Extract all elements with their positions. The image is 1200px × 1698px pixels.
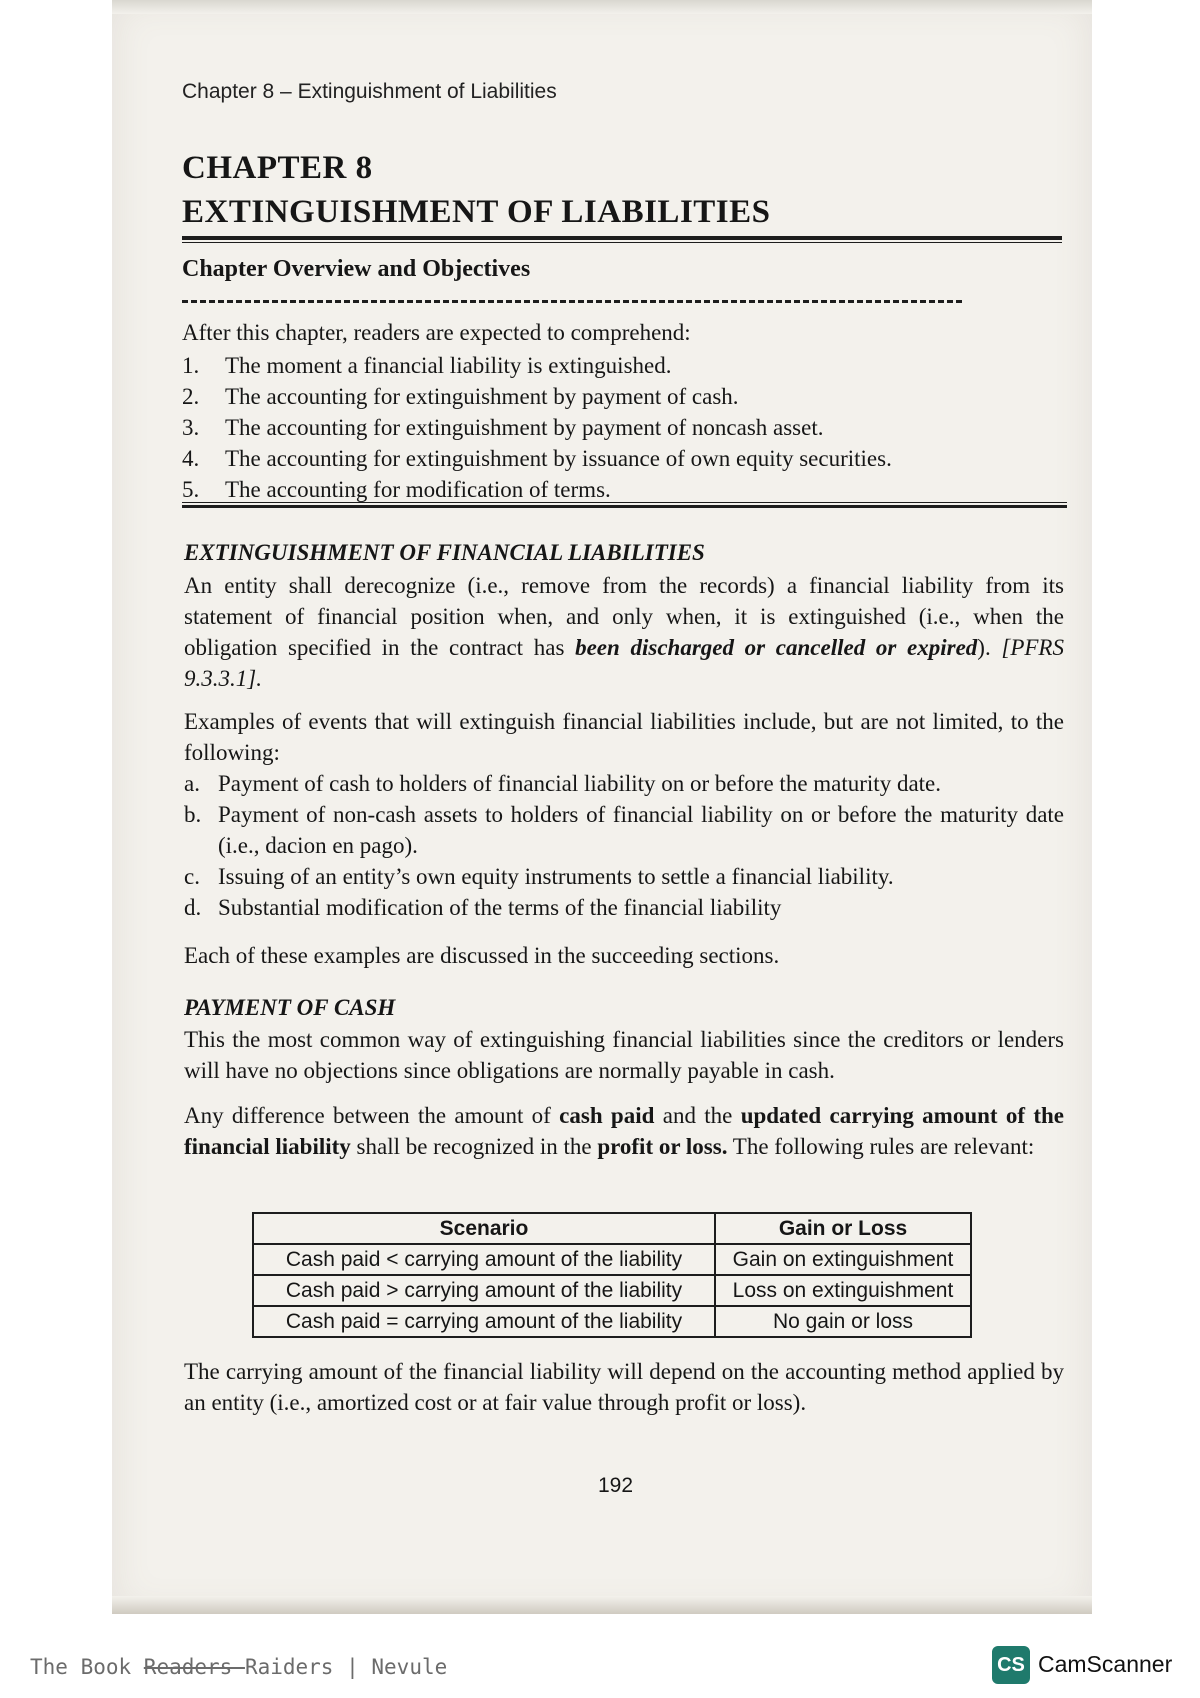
scan-edge-bottom <box>112 1596 1092 1614</box>
objective-text: The accounting for extinguishment by issuance of own equity securities. <box>225 446 892 471</box>
example-text: Payment of cash to holders of financial liability on or before the maturity date. <box>218 771 942 796</box>
emphasis-text: been discharged or cancelled or expired <box>575 635 978 660</box>
running-head: Chapter 8 – Extinguishment of Liabilities <box>182 80 557 103</box>
payment-of-cash-paragraph: This the most common way of extinguishing financial liabilities since the creditors or lenders will have no objections since obligations are normally payable in cash. <box>184 1027 1064 1083</box>
table-cell: Cash paid > carrying amount of the liability <box>253 1275 715 1306</box>
table-row <box>253 1275 971 1306</box>
camscanner-logo-icon: CS <box>992 1646 1030 1684</box>
table-cell: Gain on extinguishment <box>715 1244 971 1275</box>
table-row <box>253 1306 971 1337</box>
objective-number: 4. <box>182 446 200 471</box>
example-marker: c. <box>184 864 200 889</box>
text-run: Any difference between the amount of <box>184 1103 560 1128</box>
derecognition-paragraph <box>184 570 1064 694</box>
table-cell: No gain or loss <box>715 1306 971 1337</box>
difference-paragraph <box>184 1100 1064 1162</box>
example-marker: b. <box>184 802 202 827</box>
citation: [PFRS 9.3.3.1]. <box>184 635 1064 691</box>
objective-number: 5. <box>182 477 200 502</box>
objective-item <box>182 350 1062 381</box>
carrying-amount-paragraph: The carrying amount of the financial liability will depend on the accounting method applied by an entity (i.e., amortized cost or at fair value through profit or loss). <box>184 1359 1064 1415</box>
column-header-gain-loss: Gain or Loss <box>715 1213 971 1244</box>
succeeding-sections-note: Each of these examples are discussed in the succeeding sections. <box>184 943 780 968</box>
dashed-rule <box>182 300 962 303</box>
footer-struck-text: Readers <box>143 1655 245 1679</box>
overview-close-rule-thin <box>182 502 1067 503</box>
objective-text: The accounting for extinguishment by payment of noncash asset. <box>225 415 824 440</box>
example-marker: d. <box>184 895 202 920</box>
example-text: Payment of non-cash assets to holders of financial liability on or before the maturity date (i.e., dacion en pago). <box>218 802 1064 858</box>
emphasis-text: cash paid <box>559 1103 655 1128</box>
objectives-list <box>182 350 1062 505</box>
footer-text: The Book <box>30 1655 144 1679</box>
title-rule-thin <box>182 242 1062 243</box>
table-header-row <box>253 1213 971 1244</box>
text-run: An entity shall derecognize (i.e., remove from the records) a financial liability from its statement of financial position when, and only when, it is extinguished (i.e., when the obligation specified in the contract has <box>184 573 1064 660</box>
text-run: ). <box>977 635 1002 660</box>
objective-item <box>182 381 1062 412</box>
objective-text: The accounting for extinguishment by payment of cash. <box>225 384 739 409</box>
examples-intro-paragraph: Examples of events that will extinguish financial liabilities include, but are not limited, to the following: <box>184 709 1064 765</box>
table-cell: Loss on extinguishment <box>715 1275 971 1306</box>
example-marker: a. <box>184 771 200 796</box>
objective-number: 1. <box>182 353 200 378</box>
section-heading-payment-of-cash: PAYMENT OF CASH <box>184 995 396 1020</box>
example-item <box>184 892 1064 923</box>
scan-edge-top <box>112 0 1092 14</box>
objective-text: The accounting for modification of terms. <box>225 477 611 502</box>
text-run: and the <box>654 1103 741 1128</box>
example-text: Substantial modification of the terms of the financial liability <box>218 895 782 920</box>
footer-text: Raiders | Nevule <box>244 1655 448 1679</box>
example-item <box>184 861 1064 892</box>
example-text: Issuing of an entity’s own equity instruments to settle a financial liability. <box>218 864 894 889</box>
chapter-title: EXTINGUISHMENT OF LIABILITIES <box>182 194 771 230</box>
text-run: The following rules are relevant: <box>727 1134 1035 1159</box>
overview-close-rule <box>182 505 1067 508</box>
overview-heading: Chapter Overview and Objectives <box>182 256 531 282</box>
table-row <box>253 1244 971 1275</box>
examples-list <box>184 768 1064 923</box>
emphasis-text: profit or loss. <box>597 1134 728 1159</box>
table-cell: Cash paid < carrying amount of the liability <box>253 1244 715 1275</box>
objective-number: 3. <box>182 415 200 440</box>
objective-item <box>182 412 1062 443</box>
gain-loss-rules-table <box>252 1212 972 1338</box>
objectives-intro: After this chapter, readers are expected to comprehend: <box>182 320 691 345</box>
chapter-number: CHAPTER 8 <box>182 150 373 186</box>
emphasis-text: updated carrying amount of the financial liability <box>184 1103 1065 1159</box>
column-header-scenario: Scenario <box>253 1213 715 1244</box>
objective-number: 2. <box>182 384 200 409</box>
example-item <box>184 799 1064 861</box>
table-cell: Cash paid = carrying amount of the liability <box>253 1306 715 1337</box>
objective-text: The moment a financial liability is extinguished. <box>225 353 672 378</box>
footer-credit <box>30 1655 447 1679</box>
example-item <box>184 768 1064 799</box>
title-rule <box>182 236 1062 240</box>
camscanner-brand: CamScanner <box>1038 1651 1173 1677</box>
page-number: 192 <box>598 1474 634 1497</box>
objective-item <box>182 474 1062 505</box>
text-run: shall be recognized in the <box>350 1134 598 1159</box>
section-heading-extinguishment: EXTINGUISHMENT OF FINANCIAL LIABILITIES <box>184 540 705 565</box>
objective-item <box>182 443 1062 474</box>
